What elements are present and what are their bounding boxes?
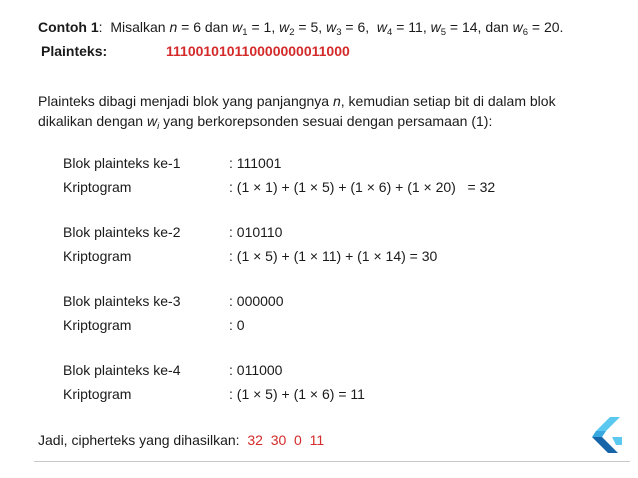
description-line-1: Plainteks dibagi menjadi blok yang panjangnya n, kemudian setiap bit di dalam blok [38,93,556,109]
block-label: Blok plainteks ke-4 [63,362,181,378]
plaintext-label: Plainteks: [41,43,108,59]
variable-w2: $w_2 = 5$, [279,19,327,38]
variable-w1: $w_1 = 1$, [232,19,280,38]
cryptogram-label: Kriptogram [63,179,132,195]
example-line: Contoh 1: Misalkan n = 6 dan $w_1 = 1$, $w_2 = 5$, $w_3 = 6$, $w_4 = 11$, $w_5 = 14$, dan $w_6 = 20$. [38,19,564,38]
cryptogram-value: : 0 [229,317,245,333]
conclusion-line [38,431,324,449]
ciphertext-values: 32 30 0 11 [247,432,325,448]
variable-w6: $w_6 = 20$. [512,19,564,38]
block-label: Blok plainteks ke-2 [63,224,181,240]
footer-divider [34,461,630,462]
block-bits: : 011000 [229,362,283,378]
block-label: Blok plainteks ke-3 [63,293,181,309]
var-n: n [332,93,341,109]
cryptogram-label: Kriptogram [63,248,132,264]
k-logo-icon [590,415,624,455]
var-w: w [146,113,158,129]
example-intro: Misalkan [110,19,166,35]
example-label: Contoh 1 [38,19,99,35]
cryptogram-label: Kriptogram [63,317,132,333]
block-bits: : 010110 [229,224,283,240]
block-bits: : 111001 [229,155,282,171]
variable-w5: $w_5 = 14$, dan [430,19,513,38]
cryptogram-value: : (1 × 5) + (1 × 11) + (1 × 14) = 30 [229,248,438,264]
cryptogram-value: : (1 × 1) + (1 × 5) + (1 × 6) + (1 × 20) = 32 [229,179,496,195]
cryptogram-value: : (1 × 5) + (1 × 6) = 11 [229,386,365,402]
conclusion-text: Jadi, cipherteks yang dihasilkan: [38,432,240,448]
variable-w4: $w_4 = 11$, [376,19,431,38]
description-line-2: dikalikan dengan $w_i$ yang berkorepsonden sesuai dengan persamaan (1): [38,113,493,132]
block-bits: : 000000 [229,293,284,309]
block-label: Blok plainteks ke-1 [63,155,181,171]
example-variables [169,19,564,38]
plaintext-value: 111001010110000000011000 [166,43,350,59]
variable-n: n = 6 dan [169,19,233,35]
variable-w3: $w_3 = 6$, [326,19,377,38]
cryptogram-label: Kriptogram [63,386,132,402]
